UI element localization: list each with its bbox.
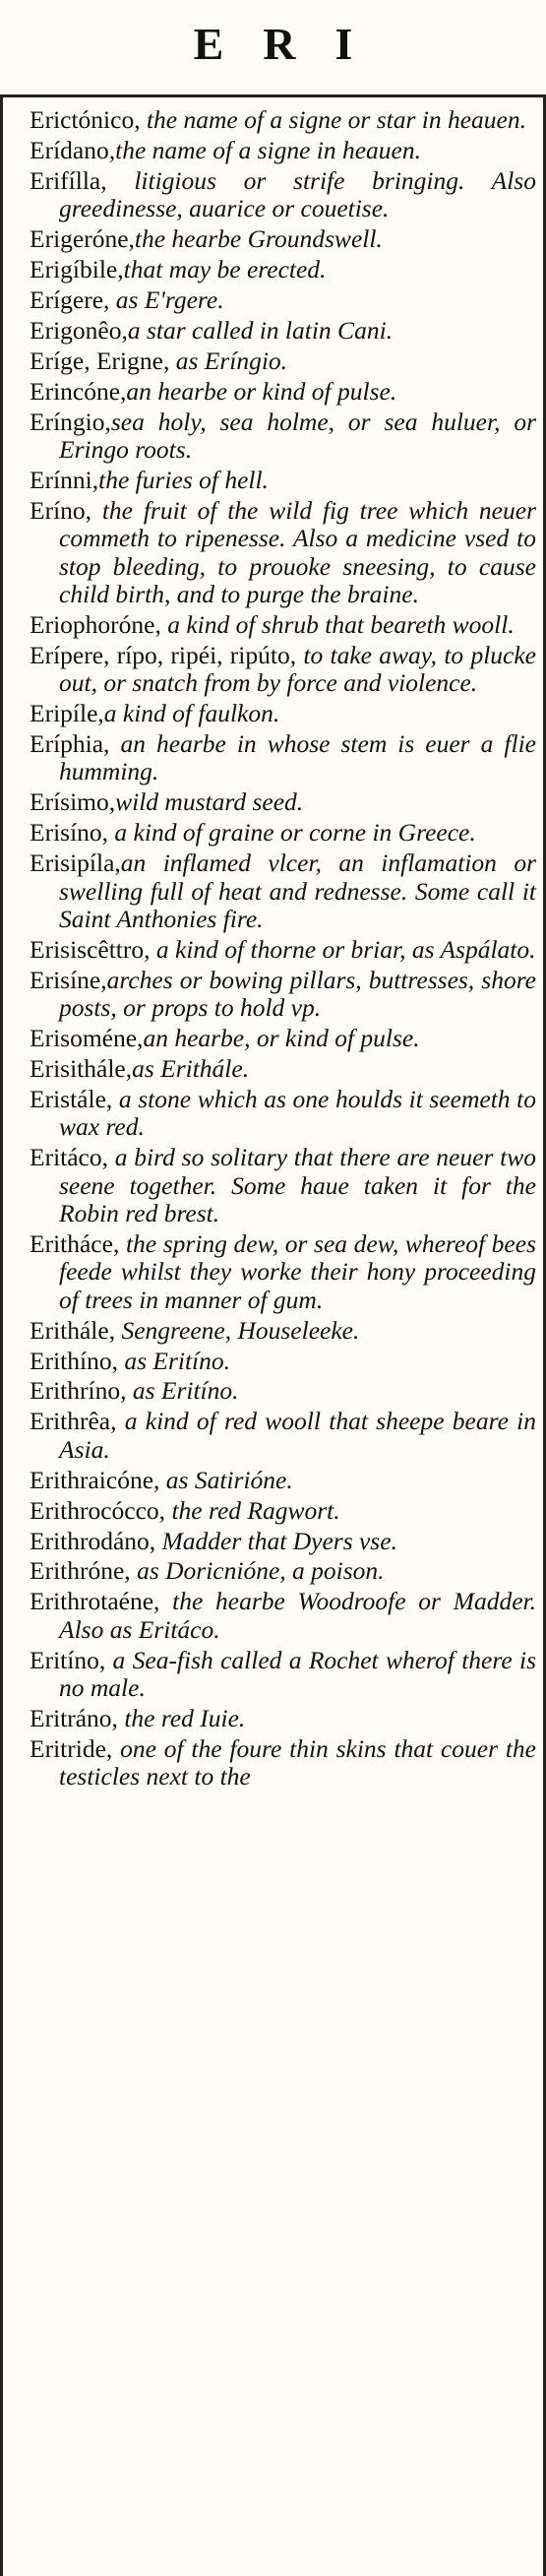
dictionary-entry [30,1735,536,1791]
entry-headword: Erithíno, [30,1346,118,1375]
entry-headword: Erigonêo, [30,315,128,345]
dictionary-entry [30,1588,536,1644]
entry-headword: Erísimo, [30,787,116,817]
entry-headword: Eristále, [30,1084,113,1113]
page-header [0,0,546,94]
entry-headword: Erínni, [30,465,99,494]
dictionary-entry [30,317,536,345]
entry-definition: the red Ragwort. [165,1495,340,1525]
entry-definition: a kind of faulkon. [103,699,280,728]
dictionary-entry [30,225,536,253]
entry-definition: a bird so solitary that there are neuer two seene together. Some haue taken it for the Robin red brest. [59,1143,536,1228]
entry-headword: Erithraicóne, [30,1465,160,1494]
entry-definition: as Satirióne. [159,1465,293,1494]
dictionary-entry [30,1528,536,1555]
entry-definition: an hearbe in whose stem is euer a flie humming. [59,729,536,786]
dictionary-entry [30,1705,536,1732]
entry-headword: Erípere, rípo, ripéi, ripúto, [30,640,297,669]
dictionary-entry [30,347,536,375]
entry-definition: arches or bowing pillars, buttresses, shore posts, or props to hold vp. [59,965,536,1023]
entry-headword: Erithrocócco, [30,1495,166,1525]
dictionary-entry [30,1317,536,1345]
entry-headword: Erithróne, [30,1556,131,1586]
dictionary-entry [30,967,536,1023]
dictionary-entry [30,286,536,314]
entry-headword: Erifílla, [30,165,107,195]
header-rule [0,94,546,97]
dictionary-entry [30,1230,536,1314]
entry-definition: the name of a signe or star in heauen. [140,105,526,134]
entry-list [30,106,536,1793]
entry-definition: to take away, to plucke out, or snatch from by force and violence. [59,640,536,698]
entry-definition: as Eritíno. [117,1346,231,1375]
column-rule-left [0,94,3,2576]
entry-headword: Eríge, Erigne, [30,346,170,375]
entry-headword: Erithále, [30,1315,116,1345]
dictionary-entry [30,467,536,494]
entry-headword: Erisipíla, [30,848,121,878]
entry-headword: Erídano, [30,135,116,164]
entry-headword: Eritíno, [30,1645,106,1674]
dictionary-entry [30,1086,536,1142]
entry-headword: Erithríno, [30,1376,127,1406]
dictionary-entry [30,611,536,639]
entry-definition: as Erithále. [132,1054,250,1083]
dictionary-entry [30,642,536,698]
entry-definition: the spring dew, or sea dew, whereof bees feede whilst they worke their hony proceeding of trees in manner of gum. [59,1228,536,1314]
entry-headword: Eritride, [30,1733,113,1763]
entry-definition: a kind of thorne or briar, as Aspálato. [150,934,536,964]
entry-definition: the hearbe Woodroofe or Madder. Also as Eritáco. [59,1587,536,1644]
dictionary-entry [30,497,536,609]
entry-headword: Erithrotaéne, [30,1587,160,1616]
entry-definition: a star called in latin Cani. [127,315,394,345]
entry-headword: Erithrêa, [30,1407,117,1436]
entry-definition: the fruit of the wild fig tree which neuer commeth to ripenesse. Also a medicine vsed to stop bleeding, to prouoke sneesing, to cause child birth, and to purge the braine. [59,495,536,608]
entry-headword: Eriophoróne, [30,609,161,639]
entry-headword: Erisíno, [30,818,109,848]
dictionary-entry [30,256,536,283]
entry-headword: Eritáco, [30,1143,108,1172]
dictionary-entry [30,849,536,933]
dictionary-entry [30,1467,536,1494]
running-head: ERI [193,19,393,69]
dictionary-entry [30,730,536,786]
dictionary-entry [30,1557,536,1585]
dictionary-entry [30,106,536,134]
entry-definition: a kind of shrub that beareth wooll. [160,609,515,639]
dictionary-entry [30,936,536,964]
entry-definition: litigious or strife bringing. Also greedinesse, auarice or couetise. [59,165,536,223]
entry-definition: Madder that Dyers vse. [155,1526,397,1555]
entry-definition: the hearbe Groundswell. [134,224,383,254]
entry-definition: as Eríngio. [169,346,288,375]
entry-headword: Eritráno, [30,1703,118,1732]
entry-headword: Erisithále, [30,1054,133,1083]
entry-definition: as Doricnióne, a poison. [130,1556,385,1586]
dictionary-entry [30,408,536,465]
entry-definition: a Sea-fish called a Rochet wherof there is no male. [59,1645,536,1703]
entry-definition: an hearbe, or kind of pulse. [143,1024,420,1053]
dictionary-entry [30,700,536,727]
dictionary-entry [30,1348,536,1375]
entry-definition: sea holy, sea holme, or sea huluer, or Eringo roots. [59,407,536,464]
entry-definition: as E'rgere. [109,284,224,314]
dictionary-entry [30,1377,536,1405]
entry-definition: a stone which as one houlds it seemeth to wax red. [59,1084,536,1142]
entry-headword: Eríphia, [30,729,110,759]
entry-definition: wild mustard seed. [115,787,304,817]
entry-headword: Erictónico, [30,105,141,134]
entry-headword: Erígere, [30,284,110,314]
entry-definition: Sengreene, Houseleeke. [115,1315,360,1345]
entry-definition: a kind of red wooll that sheepe beare in Asia. [59,1407,536,1464]
entry-definition: an inflamed vlcer, an inflamation or swelling full of heat and rednesse. Some call it Saint Anthonies fire. [59,848,536,933]
dictionary-entry [30,378,536,406]
dictionary-entry [30,788,536,816]
dictionary-entry [30,1144,536,1227]
entry-headword: Erisiscêttro, [30,934,151,964]
dictionary-entry [30,1647,536,1703]
entry-definition: an hearbe or kind of pulse. [126,376,397,406]
dictionary-entry [30,819,536,847]
entry-headword: Erincóne, [30,376,127,406]
dictionary-entry [30,1497,536,1525]
entry-headword: Eríno, [30,495,92,525]
entry-definition: the name of a signe in heauen. [115,135,422,164]
dictionary-entry [30,1408,536,1464]
dictionary-entry [30,137,536,164]
entry-headword: Erisoméne, [30,1024,144,1053]
entry-definition: the red Iuie. [117,1703,246,1732]
entry-definition: the furies of hell. [98,465,269,494]
entry-headword: Eríngio, [30,407,111,436]
entry-definition: as Eritíno. [126,1376,239,1406]
dictionary-entry [30,167,536,223]
entry-definition: that may be erected. [123,255,327,284]
entry-headword: Eripíle, [30,699,104,728]
entry-headword: Erigíbile, [30,255,124,284]
entry-headword: Erisíne, [30,965,107,994]
entry-definition: a kind of graine or corne in Greece. [108,818,476,848]
dictionary-entry [30,1055,536,1083]
dictionary-entry [30,1025,536,1052]
entry-headword: Erigeróne, [30,224,135,254]
entry-headword: Erithrodáno, [30,1526,156,1555]
entry-headword: Erithácе, [30,1228,120,1258]
entry-definition: one of the foure thin skins that couer the testicles next to the [59,1733,536,1791]
